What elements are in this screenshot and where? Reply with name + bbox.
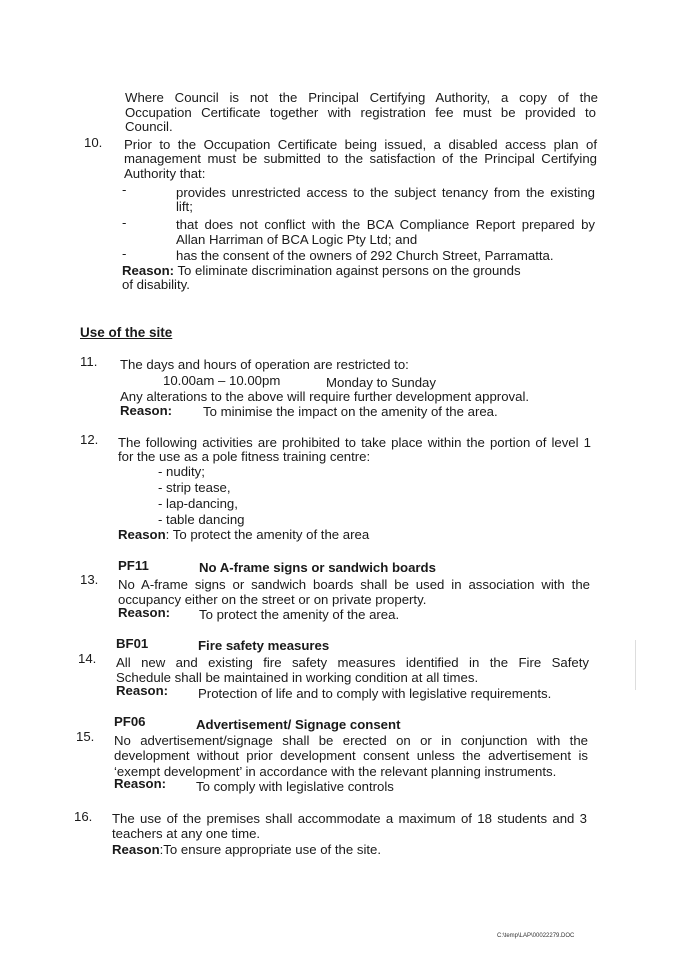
cond16-line2: teachers at any one time. xyxy=(112,826,261,841)
cond16-line1: The use of the premises shall accommodate a maximum of 18 students and 3 xyxy=(112,811,587,826)
cond9-line3: Council. xyxy=(125,119,173,134)
cond14-reason-label: Reason: xyxy=(116,683,169,698)
cond13-code: PF11 xyxy=(118,558,149,573)
cond11-number: 11. xyxy=(80,354,98,369)
cond11-line3: Any alterations to the above will require further development approval. xyxy=(120,389,530,404)
cond11-days: Monday to Sunday xyxy=(326,375,436,390)
section-heading: Use of the site xyxy=(80,325,173,340)
cond14-title: Fire safety measures xyxy=(198,638,330,653)
cond15-line2: development without prior development consent unless the advertisement is xyxy=(114,748,588,763)
reason-label: Reason: xyxy=(122,263,175,278)
cond15-number: 15. xyxy=(76,729,95,744)
bullet-3-line1: has the consent of the owners of 292 Church Street, Parramatta. xyxy=(176,248,554,263)
reason-label: Reason xyxy=(112,842,160,857)
cond11-hours: 10.00am – 10.00pm xyxy=(163,373,281,388)
footer-file-path: C:\temp\LAP\00022279.DOC xyxy=(497,933,575,939)
cond12-line2: for the use as a pole fitness training centre: xyxy=(118,449,371,464)
bullet-2-line2: Allan Harriman of BCA Logic Pty Ltd; and xyxy=(176,232,418,247)
cond13-line2: occupancy either on the street or on private property. xyxy=(118,592,427,607)
cond14-code: BF01 xyxy=(116,636,149,651)
cond10-number: 10. xyxy=(84,135,103,150)
reason-text: : To protect the amenity of the area xyxy=(165,527,370,542)
cond13-reason-label: Reason: xyxy=(118,605,171,620)
list-item: - table dancing xyxy=(158,512,245,527)
cond13-reason: To protect the amenity of the area. xyxy=(199,607,400,622)
cond16-number: 16. xyxy=(74,809,93,824)
cond9-line2: Occupation Certificate together with registration fee must be provided to xyxy=(125,105,596,120)
cond10-line2: management must be submitted to the satisfaction of the Principal Certifying xyxy=(124,151,597,166)
reason-text: To eliminate discrimination against persons on the grounds xyxy=(177,263,521,278)
cond15-line1: No advertisement/signage shall be erected on or in conjunction with the xyxy=(114,733,588,748)
cond13-title: No A-frame signs or sandwich boards xyxy=(199,560,436,575)
cond15-code: PF06 xyxy=(114,714,146,729)
cond9-line1: Where Council is not the Principal Certifying Authority, a copy of the xyxy=(125,90,598,105)
cond15-reason: To comply with legislative controls xyxy=(196,779,394,794)
list-item: - nudity; xyxy=(158,464,205,479)
cond10-line1: Prior to the Occupation Certificate being issued, a disabled access plan of xyxy=(124,137,597,152)
reason-label: Reason xyxy=(118,527,166,542)
cond10-reason-line2: of disability. xyxy=(122,277,190,292)
bullet-dash: - xyxy=(122,215,127,230)
list-item: - strip tease, xyxy=(158,480,231,495)
bullet-1-line2: lift; xyxy=(176,199,193,214)
reason-text: :To ensure appropriate use of the site. xyxy=(159,842,382,857)
list-item: - lap-dancing, xyxy=(158,496,238,511)
cond11-reason: To minimise the impact on the amenity of the area. xyxy=(203,404,498,419)
cond15-reason-label: Reason: xyxy=(114,776,167,791)
cond14-line1: All new and existing fire safety measures identified in the Fire Safety xyxy=(116,655,589,670)
cond15-line3: ‘exempt development’ in accordance with the relevant planning instruments. xyxy=(114,764,557,779)
bullet-dash: - xyxy=(122,182,127,197)
cond13-line1: No A-frame signs or sandwich boards shall be used in association with the xyxy=(118,577,590,592)
cond10-line3: Authority that: xyxy=(124,166,206,181)
cond12-number: 12. xyxy=(80,432,99,447)
bullet-1-line1: provides unrestricted access to the subject tenancy from the existing xyxy=(176,185,595,200)
cond15-title: Advertisement/ Signage consent xyxy=(196,717,401,732)
cond10-reason xyxy=(122,264,521,278)
cond14-reason: Protection of life and to comply with legislative requirements. xyxy=(198,686,552,701)
cond14-line2: Schedule shall be maintained in working condition at all times. xyxy=(116,670,479,685)
cond14-number: 14. xyxy=(78,651,97,666)
bullet-2-line1: that does not conflict with the BCA Compliance Report prepared by xyxy=(176,217,595,232)
cond13-number: 13. xyxy=(80,572,99,587)
cond16-reason xyxy=(112,843,381,857)
scan-edge-mark xyxy=(635,640,636,690)
cond11-reason-label: Reason: xyxy=(120,403,173,418)
cond12-line1: The following activities are prohibited to take place within the portion of level 1 xyxy=(118,435,591,450)
cond11-line1: The days and hours of operation are restricted to: xyxy=(120,357,409,372)
bullet-dash: - xyxy=(122,246,127,261)
cond12-reason xyxy=(118,528,369,542)
